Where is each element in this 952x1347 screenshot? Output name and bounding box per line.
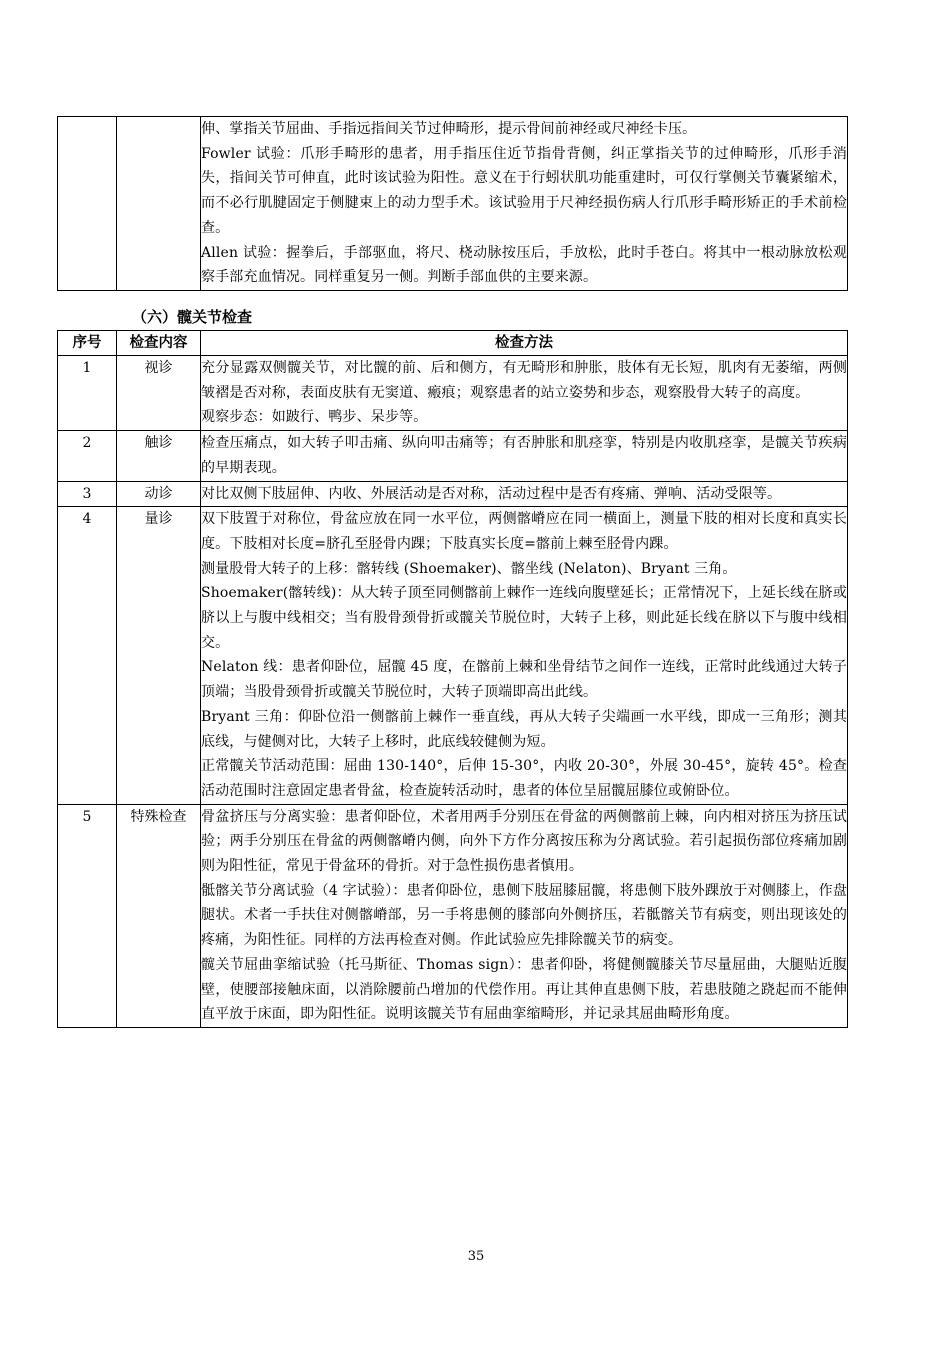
method-paragraph: Allen 试验：握拳后，手部驱血，将尺、桡动脉按压后，手放松，此时手苍白。将其中一根动脉放松观察手部充血情况。同样重复另一侧。判断手部血供的主要来源。: [201, 244, 847, 286]
continuation-table: [57, 116, 848, 291]
method-paragraph: 髋关节屈曲挛缩试验（托马斯征、Thomas sign）：患者仰卧，将健侧髋膝关节尽量屈曲，大腿贴近腹壁，使腰部接触床面，以消除腰前凸增加的代偿作用。再让其伸直患侧下肢，若患肢随之跷起而不能伸直平放于床面，即为阳性征。说明该髋关节有屈曲挛缩畸形，并记录其屈曲畸形角度。: [201, 956, 847, 1023]
method-paragraph: 检查压痛点，如大转子叩击痛、纵向叩击痛等；有否肿胀和肌痉挛，特别是内收肌痉挛，是髋关节疾病的早期表现。: [201, 435, 847, 476]
method-paragraph: Fowler 试验：爪形手畸形的患者，用手指压住近节指骨背侧，纠正掌指关节的过伸畸形，爪形手消失，指间关节可伸直，此时该试验为阳性。意义在于行蚓状肌功能重建时，可仅行掌侧关节囊紧缩术，而不必行肌腱固定于侧腱束上的动力型手术。该试验用于尺神经损伤病人行爪形手畸形矫正的手术前检查。: [201, 145, 847, 236]
row-number: 1: [58, 356, 117, 431]
method-paragraph: 双下肢置于对称位，骨盆应放在同一水平位，两侧髂嵴应在同一横面上，测量下肢的相对长度和真实长度。下肢相对长度=脐孔至胫骨内踝；下肢真实长度=髂前上棘至胫骨内踝。: [201, 511, 847, 552]
method-paragraph: 骶髂关节分离试验（4 字试验）：患者仰卧位，患侧下肢屈膝屈髋，将患侧下肢外踝放于对侧膝上，作盘腿状。术者一手扶住对侧髂嵴部，另一手将患侧的膝部向外侧挤压，若骶髂关节有病变，则出现该处的疼痛，为阳性征。同样的方法再检查对侧。作此试验应先排除髋关节的病变。: [201, 882, 847, 949]
method-paragraph: 测量股骨大转子的上移：髂转线 (Shoemaker)、髂坐线 (Nelaton)、Bryant 三角。: [201, 560, 737, 577]
method-paragraph: 充分显露双侧髋关节，对比髋的前、后和侧方，有无畸形和肿胀，肢体有无长短，肌肉有无萎缩，两侧皱褶是否对称，表面皮肤有无窦道、瘢痕；观察患者的站立姿势和步态，观察股骨大转子的高度。: [201, 360, 847, 401]
row-number: 3: [58, 481, 117, 507]
exam-item: 量诊: [117, 507, 201, 804]
method-paragraph: 观察步态：如跛行、鸭步、呆步等。: [201, 409, 428, 426]
table-row: [58, 431, 848, 481]
exam-item: 触诊: [117, 431, 201, 481]
method-paragraph: 伸、掌指关节屈曲、手指远指间关节过伸畸形，提示骨间前神经或尺神经卡压。: [201, 121, 697, 137]
header-no: 序号: [58, 331, 117, 356]
page-number: 35: [467, 1249, 485, 1264]
method-paragraph: 对比双侧下肢屈伸、内收、外展活动是否对称，活动过程中是否有疼痛、弹响、活动受限等。: [201, 485, 782, 502]
method-cell: [201, 117, 848, 291]
method-cell: [201, 356, 848, 431]
method-paragraph: Shoemaker(髂转线)：从大转子顶至同侧髂前上棘作一连线向腹壁延长；正常情况下，上延长线在脐或脐以上与腹中线相交；当有股骨颈骨折或髋关节脱位时，大转子上移，则此延长线在脐以下与腹中线相交。: [201, 585, 847, 651]
method-cell: [201, 431, 848, 481]
method-cell: [201, 804, 848, 1027]
empty-cell: [117, 117, 201, 291]
method-paragraph: Nelaton 线：患者仰卧位，屈髋 45 度，在髂前上棘和坐骨结节之间作一连线，正常时此线通过大转子顶端；当股骨颈骨折或髋关节脱位时，大转子顶端即高出此线。: [201, 659, 847, 701]
header-method: 检查方法: [201, 331, 848, 356]
row-number: 4: [58, 507, 117, 804]
method-cell: [201, 481, 848, 507]
table-header-row: [58, 331, 848, 356]
header-item: 检查内容: [117, 331, 201, 356]
hip-exam-table: [57, 330, 848, 1028]
table-body: [58, 356, 848, 1028]
row-number: 2: [58, 431, 117, 481]
method-paragraph: Bryant 三角：仰卧位沿一侧髂前上棘作一垂直线，再从大转子尖端画一水平线，即成一三角形；测其底线，与健侧对比，大转子上移时，此底线较健侧为短。: [201, 708, 847, 750]
empty-cell: [58, 117, 117, 291]
method-paragraph: 正常髋关节活动范围：屈曲 130-140°，后伸 15-30°，内收 20-30°，外展 30-45°，旋转 45°。检查活动范围时注意固定患者骨盆，检查旋转活动时，患者的体位呈屈髋屈膝位或俯卧位。: [201, 758, 847, 799]
exam-item: 特殊检查: [117, 804, 201, 1027]
method-paragraph: 骨盆挤压与分离实验：患者仰卧位，术者用两手分别压在骨盆的两侧髂前上棘，向内相对挤压为挤压试验；两手分别压在骨盆的两侧髂嵴内侧，向外下方作分离按压称为分离试验。若引起损伤部位疼痛加剧则为阳性征，常见于骨盆环的骨折。对于急性损伤患者慎用。: [201, 808, 847, 875]
table-row: [58, 804, 848, 1027]
row-number: 5: [58, 804, 117, 1027]
exam-item: 视诊: [117, 356, 201, 431]
table-row: [58, 481, 848, 507]
section-title: （六）髋关节检查: [132, 308, 253, 326]
table-row: [58, 507, 848, 804]
exam-item: 动诊: [117, 481, 201, 507]
table-row: [58, 117, 848, 291]
table-row: [58, 356, 848, 431]
method-cell: [201, 507, 848, 804]
